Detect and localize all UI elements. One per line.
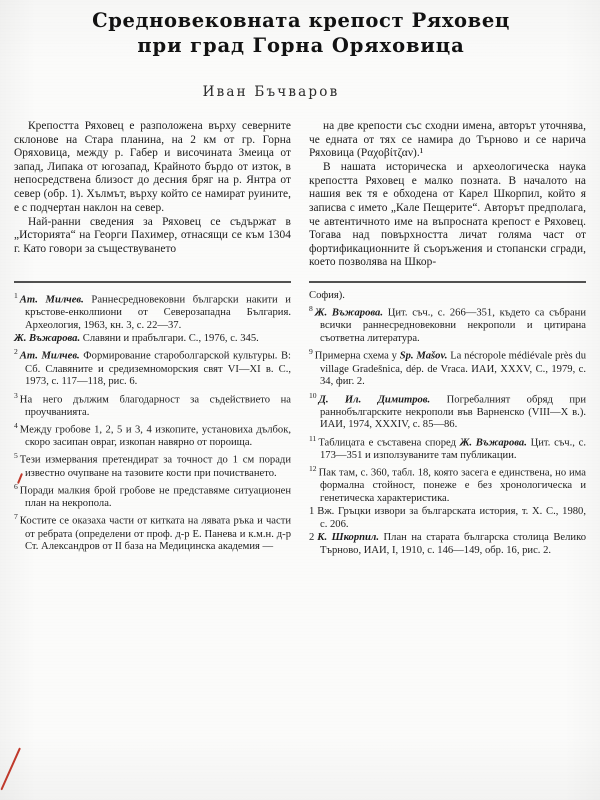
footnote-source: Д. Ил. Димитров. [318,394,431,406]
footnote-rule-right [309,281,586,283]
footnote-item [14,346,291,389]
footnote-source: Sp. Mašov. [399,350,448,362]
footnote-item [309,433,586,463]
footnote-marker: 4 [14,420,18,430]
title-line-2: при град Горна Оряховица [137,34,465,57]
footnote-separator-rules [14,281,588,283]
footnote-marker: 1 [14,291,18,301]
footnote-source: Ат. Милчев. [19,350,80,362]
footnote-item [309,506,586,531]
footnote-item [309,303,586,346]
footnote-source: Ж. Въжарова. [14,333,81,345]
footnote-marker: 11 [309,433,317,443]
footnote-item [309,532,586,557]
footnote-text: Цит. съч., с. 173—351 и използуваните там публикации. [320,437,586,461]
footnote-marker: 6 [14,481,18,491]
footnote-marker: 2 [14,347,18,357]
footnote-item [14,511,291,554]
footnote-item [14,390,291,420]
paragraph: В нашата историческа и археологическа наука крепостта Ряховец е малко позната. В началото на нашия век тя е обходена от Карел Шкорпил, който я записва с името „Кале Пещерите“. Авторът предполага, че автентичното име на въпросната крепост е Ряховец. Тогава над повърхността личат голяма част от фортификационните й съоръжения и стопански сгради, което позволява на Шкор- [309,161,586,269]
footnote-item [14,420,291,450]
footnote-prefix: Таблицата е съставена според [318,437,460,449]
footnote-marker: 3 [14,390,18,400]
footnote-rule-left [14,281,291,283]
footnote-marker: 1 [309,506,315,518]
page-title [14,6,588,58]
footnote-item [309,290,586,303]
footnote-marker: 10 [309,390,317,400]
footnote-marker: 7 [14,512,18,522]
footnote-text: Поради малкия брой гробове не представяме ситуационен план на некропола. [19,485,291,510]
footnote-text: Костите се оказаха части от китката на лявата ръка и части от ребрата (определени от проф. д-р Е. Панева и к.м.н. д-р Ст. Александров от II база на Медицинска академия — [19,515,291,553]
footnote-source: Ж. Въжарова. [314,307,383,319]
footnote-source: К. Шкорпил. [317,532,379,544]
footnote-marker: 12 [309,464,317,474]
footnote-column-left [14,290,291,558]
title-line-1: Средновековната крепост Ряховец [92,9,510,32]
footnote-source: Ж. Въжарова. [459,437,527,449]
footnote-item [14,481,291,511]
red-annotation-slash [8,748,34,792]
footnote-marker: 9 [309,347,313,357]
body-column-left [14,120,291,270]
paragraph: Крепостта Ряховец е разположена върху северните склонове на Стара планина, на 2 км от гр. Горна Оряховица, между р. Габер и височината Змеица от запад, Липака от югозапад, Крайното бърдо от изток, в непосредствена близост до десния бряг на р. Янтра от север (обр. 1). Хълмът, върху който се намират руините, е с подчертан наклон на север. [14,120,291,214]
footnote-text: План на старата българска столица Велико Търново, ИАИ, I, 1910, с. 146—149, обр. 16, рис. 2. [320,532,586,556]
footnote-text: Между гробове 1, 2, 5 и 3, 4 изкопите, установиха дълбок, скоро засипан овраг, изкопан навярно от пороища. [19,424,291,449]
red-annotation-tick [16,473,25,484]
author-name: Иван Бъчваров [202,84,340,100]
footnote-item [309,346,586,389]
footnote-text: Вж. Гръцки извори за българската история, т. X. С., 1980, с. 206. [317,506,586,530]
footnote-text: Славяни и прабългари. С., 1976, с. 345. [80,333,259,345]
footnote-item [14,290,291,333]
footnote-text: Цит. съч., с. 266—351, където са събрани всички раннесредновековни некрополи и цитирана съответна литература. [320,307,586,345]
footnote-marker: 5 [14,451,18,461]
footnote-item [14,450,291,480]
footnote-marker: 8 [309,304,313,314]
footnote-item [14,333,291,346]
footnote-columns [14,290,588,558]
paragraph: на две крепости със сходни имена, авторът уточнява, че едната от тях се намира до Търново и се нарича Ряховица (Ραχοβίτζαν).¹ [309,120,586,160]
footnote-text: Раннесредновековни български накити и кръстове-енколпиони от Северозападна България. Археология, 1963, кн. 3, с. 22—37. [25,294,291,331]
footnote-source: Ат. Милчев. [19,294,84,306]
footnote-text: Пак там, с. 360, табл. 18, която засега е единствена, но има формална стойност, понеже е без хронологическа и генетическа характеристика. [318,467,586,505]
body-column-right [309,120,586,270]
footnote-text: Тези измервания претендират за точност до 1 см поради известно очупване на тазовите кости при почистването. [19,454,291,479]
footnote-item [309,390,586,433]
footnote-marker: 2 [309,532,315,544]
footnote-text: Формирование староболгарской культуры. В: Сб. Славяните и средиземноморския свят VI—XI в. С., 1973, с. 117—118, рис. 6. [25,350,291,388]
footnote-text: На него дължим благодарност за съдействието на проучванията. [19,394,291,418]
footnote-prefix: Примерна схема у [314,350,400,362]
footnote-text: La nécropole médiévale près du village Gradešnica, dép. de Vraca. ИАИ, XXXV, С., 1979, с. 34, фиг. 2. [320,350,586,388]
footnote-text: Погребалният обряд при раннобългарските некрополи във Варненско (VIII—X в.). ИАИ, 1974, XXXIV, с. 85—86. [320,394,586,431]
footnote-text: София). [309,290,345,302]
footnote-item [309,463,586,506]
paragraph: Най-ранни сведения за Ряховец се съдържат в „Историята“ на Георги Пахимер, отнасящи се към 1304 г. Като говори за съществуването [14,215,291,255]
footnote-column-right [309,290,586,558]
body-columns [14,120,588,270]
